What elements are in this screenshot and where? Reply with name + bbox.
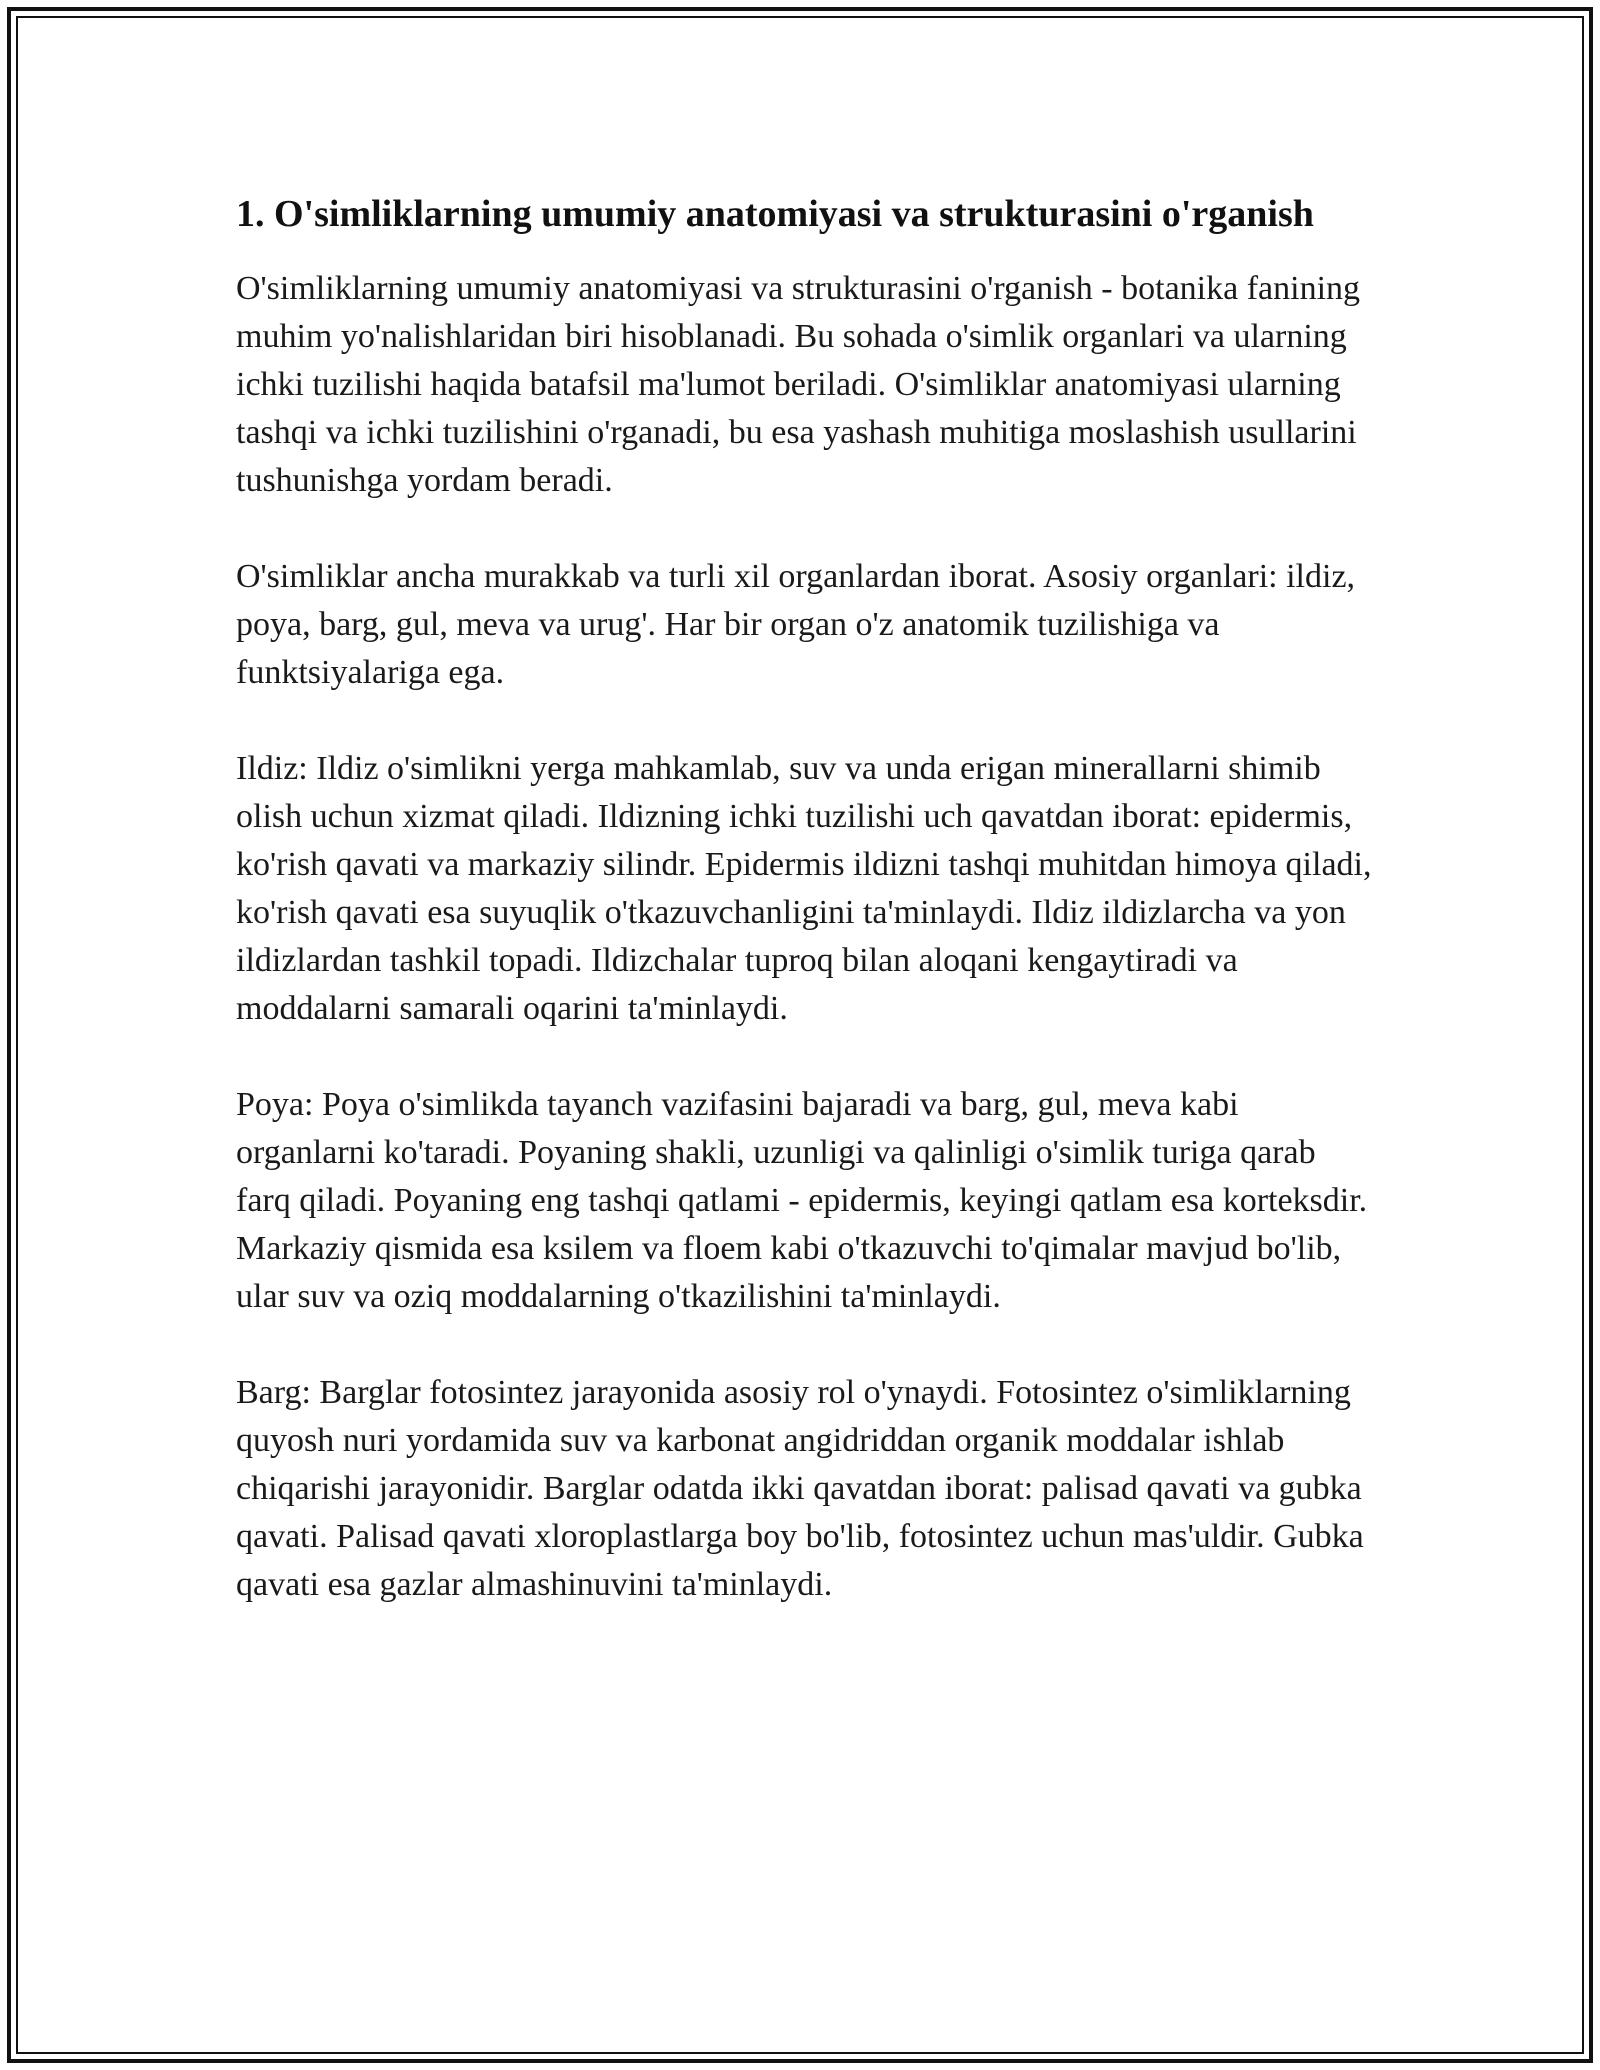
paragraph-organs: O'simliklar ancha murakkab va turli xil organlardan iborat. Asosiy organlari: ildiz, poya, barg, gul, meva va urug'. Har bir organ o'z anatomik tuzilishiga va funktsiyalariga ega. bbox=[236, 558, 1356, 691]
paragraph-intro: O'simliklarning umumiy anatomiyasi va strukturasini o'rganish - botanika fanining muhim yo'nalishlaridan biri hisoblanadi. Bu sohada o'simlik organlari va ularning ichki tuzilishi haqida batafsil ma'lumot beriladi. O'simliklar anatomiyasi ularning tashqi va ichki tuzilishini o'rganadi, bu esa yashash muhitiga moslashish usullarini tushunishga yordam beradi. bbox=[236, 270, 1361, 499]
paragraph-root: Ildiz: Ildiz o'simlikni yerga mahkamlab, suv va unda erigan minerallarni shimib olish uchun xizmat qiladi. Ildizning ichki tuzilishi uch qavatdan iborat: epidermis, ko'rish qavati va markaziy silindr. Epidermis ildizni tashqi muhitdan himoya qiladi, ko'rish qavati esa suyuqlik o'tkazuvchanligini ta'minlaydi. Ildiz ildizlarcha va yon ildizlardan tashkil topadi. Ildizchalar tuproq bilan aloqani kengaytiradi va moddalarni samarali oqarini ta'minlaydi. bbox=[236, 750, 1372, 1027]
paragraph-leaf: Barg: Barglar fotosintez jarayonida asosiy rol o'ynaydi. Fotosintez o'simliklarning quyosh nuri yordamida suv va karbonat angidriddan organik moddalar ishlab chiqarishi jarayonidir. Barglar odatda ikki qavatdan iborat: palisad qavati va gubka qavati. Palisad qavati xloroplastlarga boy bo'lib, fotosintez uchun mas'uldir. Gubka qavati esa gazlar almashinuvini ta'minlaydi. bbox=[236, 1374, 1364, 1603]
paragraph-stem: Poya: Poya o'simlikda tayanch vazifasini bajaradi va barg, gul, meva kabi organlarni ko'taradi. Poyaning shakli, uzunligi va qalinligi o'simlik turiga qarab farq qiladi. Poyaning eng tashqi qatlami - epidermis, keyingi qatlam esa korteksdir. Markaziy qismida esa ksilem va floem kabi o'tkazuvchi to'qimalar mavjud bo'lib, ular suv va oziq moddalarning o'tkazilishini ta'minlaydi. bbox=[236, 1086, 1368, 1315]
document-body bbox=[236, 187, 1372, 1657]
section-title: 1. O'simliklarning umumiy anatomiyasi va strukturasini o'rganish bbox=[236, 193, 1314, 235]
